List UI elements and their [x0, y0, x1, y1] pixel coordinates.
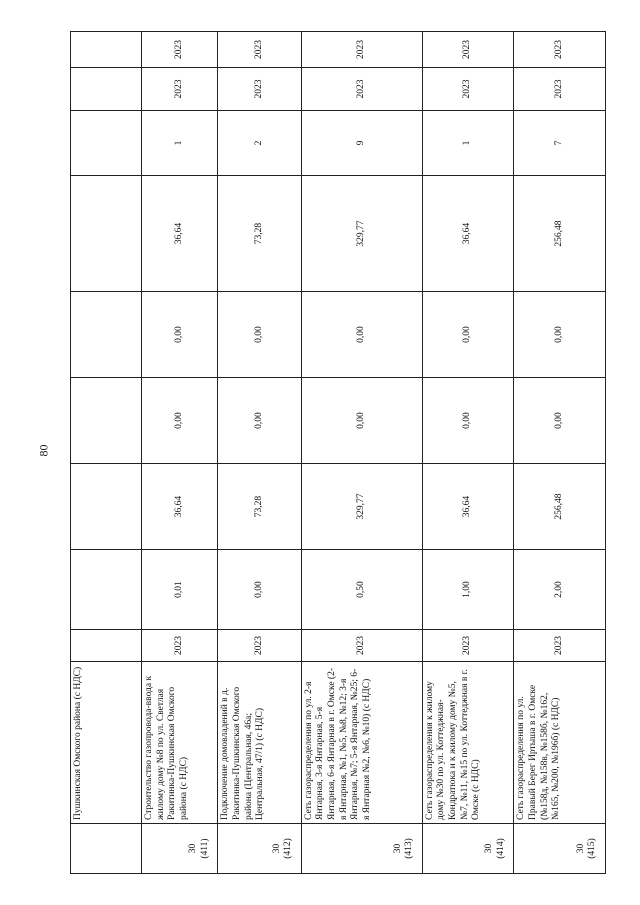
- cell-value: 36,64: [422, 176, 514, 292]
- cell-id: 30 (415): [514, 824, 606, 874]
- cell-year-start: 2023: [422, 68, 514, 111]
- cell-empty: [71, 378, 142, 464]
- cell-count: 2: [218, 111, 301, 176]
- data-table: [70, 31, 606, 874]
- cell-value: 0,00: [218, 550, 301, 630]
- cell-value: 0,00: [142, 292, 218, 378]
- cell-year-end: 2023: [422, 32, 514, 68]
- cell-year: 2023: [218, 630, 301, 662]
- cell-value: 2,00: [514, 550, 606, 630]
- cell-year-end: 2023: [142, 32, 218, 68]
- cell-id: 30 (414): [422, 824, 514, 874]
- cell-empty: [71, 292, 142, 378]
- cell-empty: [71, 630, 142, 662]
- cell-count: 1: [142, 111, 218, 176]
- cell-id: 30 (412): [218, 824, 301, 874]
- cell-value: 73,28: [218, 176, 301, 292]
- cell-year-end: 2023: [218, 32, 301, 68]
- cell-year-start: 2023: [218, 68, 301, 111]
- cell-value: 36,64: [142, 176, 218, 292]
- cell-value: 36,64: [422, 464, 514, 550]
- cell-value: 0,50: [301, 550, 422, 630]
- cell-value: 0,00: [301, 292, 422, 378]
- cell-count: 1: [422, 111, 514, 176]
- cell-empty: [71, 176, 142, 292]
- cell-id: 30 (413): [301, 824, 422, 874]
- cell-empty: [71, 824, 142, 874]
- cell-value: 0,00: [514, 378, 606, 464]
- cell-id: 30 (411): [142, 824, 218, 874]
- cell-year-end: 2023: [301, 32, 422, 68]
- cell-value: 0,01: [142, 550, 218, 630]
- cell-value: 0,00: [218, 378, 301, 464]
- cell-value: 1,00: [422, 550, 514, 630]
- cell-value: 0,00: [142, 378, 218, 464]
- cell-year: 2023: [142, 630, 218, 662]
- cell-empty: [71, 464, 142, 550]
- cell-year: 2023: [422, 630, 514, 662]
- cell-count: 9: [301, 111, 422, 176]
- cell-name: Сеть газораспределения по ул. Правый Берег Иртыша в г. Омске (№158д, №158в, №158б, №162, №165, №200, №196б) (с НДС): [514, 662, 606, 824]
- cell-name: Строительство газопровода-ввода к жилому дому №8 по ул. Светлая Ракитинка-Пушкинская Омского района (с НДС): [142, 662, 218, 824]
- cell-year-start: 2023: [142, 68, 218, 111]
- cell-value: 256,48: [514, 176, 606, 292]
- cell-year: 2023: [301, 630, 422, 662]
- cell-value: 329,77: [301, 176, 422, 292]
- cell-year-start: 2023: [301, 68, 422, 111]
- cell-value: 329,77: [301, 464, 422, 550]
- cell-value: 256,48: [514, 464, 606, 550]
- table-row: [218, 32, 301, 874]
- table-row-header: [71, 32, 142, 874]
- cell-value: 0,00: [514, 292, 606, 378]
- cell-value: 0,00: [422, 378, 514, 464]
- cell-empty: [71, 111, 142, 176]
- cell-name: Сеть газораспределения к жилому дому №30 по ул. Коттеджная-Кондратюка и к жилому дому №5, №7, №11, №15 по ул. Коттеджная в г. Омске (с НДС): [422, 662, 514, 824]
- cell-empty: [71, 550, 142, 630]
- cell-value: 0,00: [422, 292, 514, 378]
- cell-empty: [71, 32, 142, 68]
- table-row: [142, 32, 218, 874]
- cell-year-start: 2023: [514, 68, 606, 111]
- cell-empty: [71, 68, 142, 111]
- page-number: 80: [36, 444, 51, 457]
- cell-value: 0,00: [218, 292, 301, 378]
- table-row: [422, 32, 514, 874]
- cell-value: 36,64: [142, 464, 218, 550]
- cell-year-end: 2023: [514, 32, 606, 68]
- cell-name: Сеть газораспределения по ул. 2-я Янтарная, 3-я Янтарная, 5-я Янтарная, 6-я Янтарная в г. Омске (2-я Янтарная, №1, №5, №8, №12; 3-я Янтарная, №7; 5-я Янтарная, №25; 6-я Янтарная №2, №6, №10) (с НДС): [301, 662, 422, 824]
- cell-count: 7: [514, 111, 606, 176]
- cell-value: 73,28: [218, 464, 301, 550]
- rotated-table-container: [70, 32, 606, 874]
- cell-name: Подключение домовладений в д. Ракитинка-Пушкинская Омского района (Центральная, 46а; Центральная, 47/1) (с НДС): [218, 662, 301, 824]
- cell-year: 2023: [514, 630, 606, 662]
- table-row: [301, 32, 422, 874]
- table-row: [514, 32, 606, 874]
- cell-value: 0,00: [301, 378, 422, 464]
- cell-name: Пушкинская Омского района (с НДС): [71, 662, 142, 824]
